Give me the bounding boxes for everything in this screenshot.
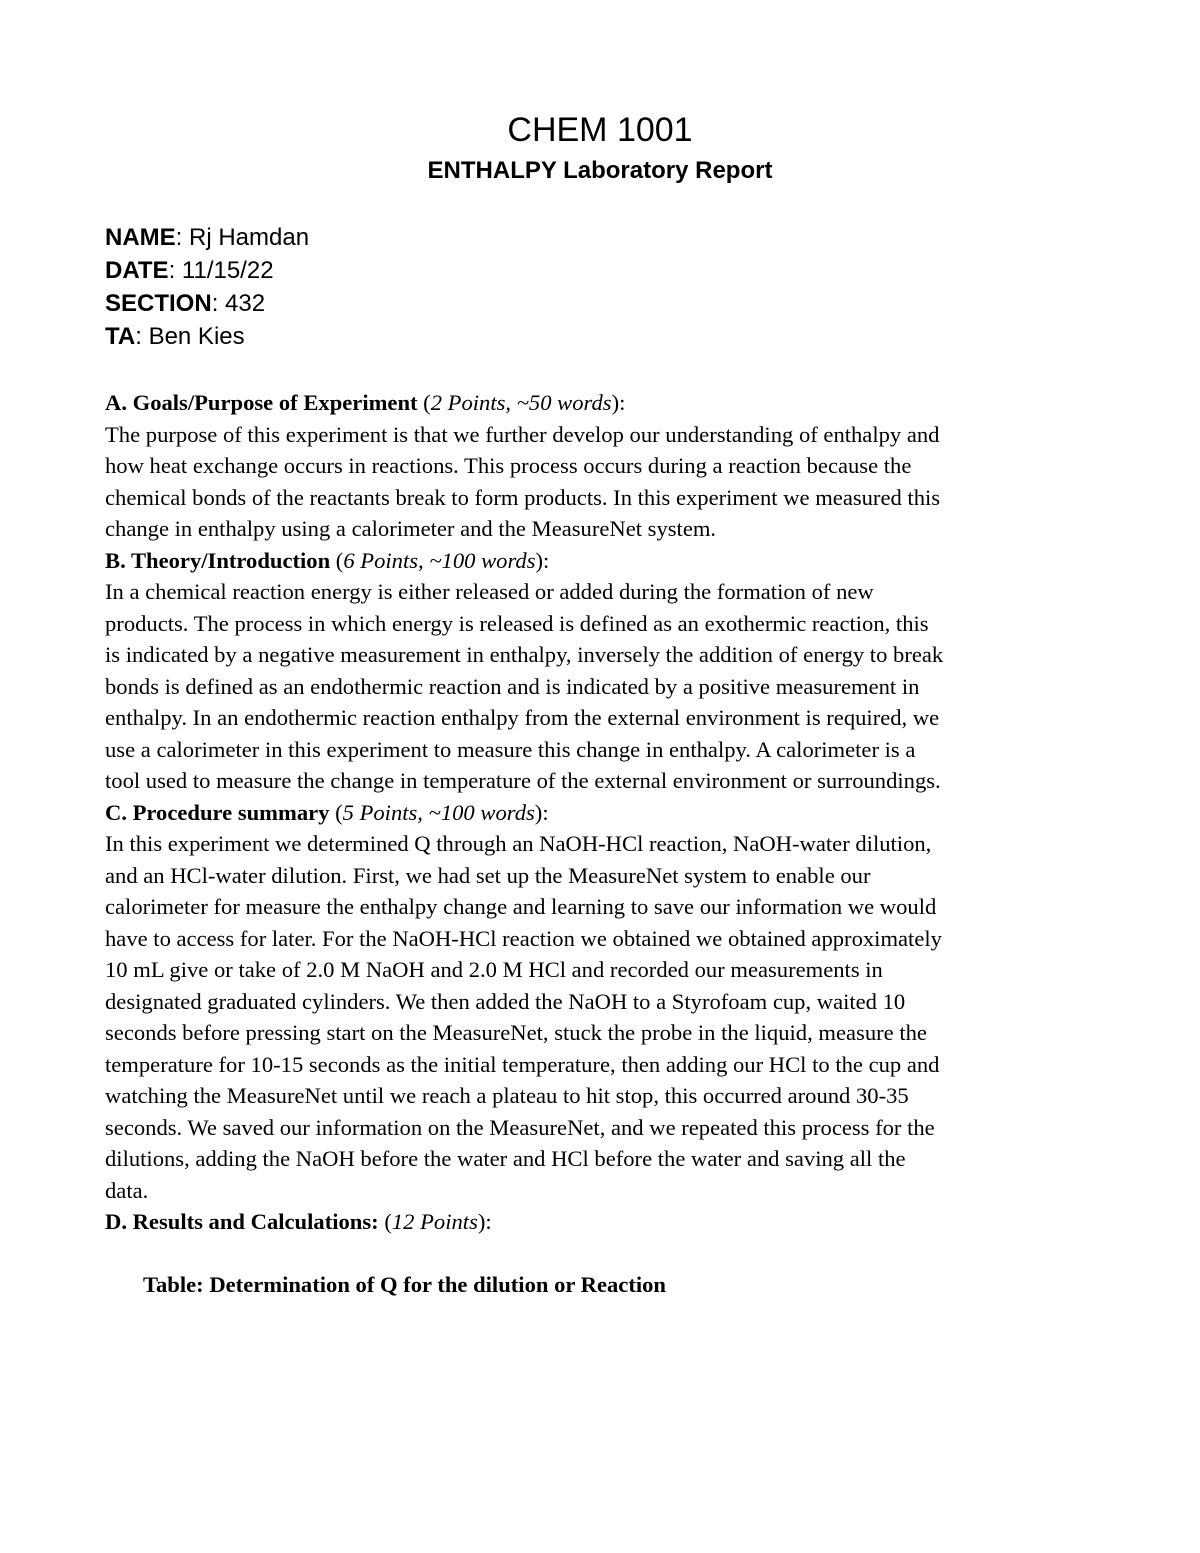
- section-b-line: products. The process in which energy is released is defined as an exothermic reaction, this: [105, 610, 929, 636]
- section-b-line: bonds is defined as an endothermic reaction and is indicated by a positive measurement in: [105, 673, 920, 699]
- section-d-title: D. Results and Calculations:: [105, 1209, 379, 1234]
- section-c-line: watching the MeasureNet until we reach a plateau to hit stop, this occurred around 30-35: [105, 1083, 909, 1108]
- ta-label: TA: [105, 323, 136, 350]
- student-info: [105, 221, 1105, 353]
- section-c-line: temperature for 10-15 seconds as the initial temperature, then adding our HCl to the cup and: [105, 1051, 940, 1077]
- section-c-title: C. Procedure summary: [105, 799, 330, 825]
- section-a-line: change in enthalpy using a calorimeter and the MeasureNet system.: [105, 516, 717, 541]
- section-a-hint: 2 Points, ~50 words: [430, 390, 612, 415]
- section-b-line: tool used to measure the change in temperature of the external environment or surroundings.: [105, 768, 941, 793]
- section-a-line: The purpose of this experiment is that we further develop our understanding of enthalpy and: [105, 421, 940, 447]
- date-label: DATE: [105, 257, 169, 284]
- section-c-line: seconds before pressing start on the MeasureNet, stuck the probe in the liquid, measure the: [105, 1020, 927, 1045]
- section-a-title: A. Goals/Purpose of Experiment: [105, 390, 418, 415]
- section-value: 432: [225, 290, 266, 317]
- section-a-heading: A. Goals/Purpose of Experiment (2 Points, ~50 words):: [105, 390, 626, 415]
- date-value: 11/15/22: [181, 257, 274, 284]
- section-b-title: B. Theory/Introduction: [105, 547, 331, 573]
- ta-row: TA: Ben Kies: [105, 323, 245, 350]
- name-label: NAME: [105, 224, 176, 251]
- section-c-heading: C. Procedure summary (5 Points, ~100 words):: [105, 799, 549, 825]
- section-c-line: calorimeter for measure the enthalpy change and learning to save our information we would: [105, 894, 937, 919]
- section-b-line: In a chemical reaction energy is either released or added during the formation of new: [105, 579, 874, 604]
- name-value: Rj Hamdan: [189, 224, 310, 251]
- section-d-hint: 12 Points: [391, 1209, 478, 1234]
- section-c-line: designated graduated cylinders. We then added the NaOH to a Styrofoam cup, waited 10: [105, 988, 906, 1014]
- section-c-line: and an HCl-water dilution. First, we had set up the MeasureNet system to enable our: [105, 862, 871, 888]
- section-c-line: data.: [105, 1177, 149, 1203]
- date-row: DATE: 11/15/22: [105, 257, 274, 284]
- document-subtitle: ENTHALPY Laboratory Report: [427, 157, 773, 184]
- ta-value: Ben Kies: [148, 323, 245, 350]
- section-c-line: 10 mL give or take of 2.0 M NaOH and 2.0 M HCl and recorded our measurements in: [105, 957, 883, 982]
- section-d-heading: D. Results and Calculations: (12 Points):: [105, 1209, 492, 1234]
- section-b-line: is indicated by a negative measurement in enthalpy, inversely the addition of energy to break: [105, 642, 944, 667]
- section-label: SECTION: [105, 290, 212, 317]
- table-caption: Table: Determination of Q for the dilution or Reaction: [143, 1272, 666, 1297]
- section-c-line: have to access for later. For the NaOH-HCl reaction we obtained we obtained approximately: [105, 925, 942, 951]
- section-b-line: enthalpy. In an endothermic reaction enthalpy from the external environment is required, we: [105, 705, 940, 730]
- section-c-line: dilutions, adding the NaOH before the water and HCl before the water and saving all the: [105, 1146, 906, 1171]
- section-c-hint: 5 Points, ~100 words: [342, 799, 535, 825]
- section-b-heading: B. Theory/Introduction (6 Points, ~100 words):: [105, 547, 550, 573]
- document-title: CHEM 1001: [507, 111, 693, 149]
- section-row: SECTION: 432: [105, 290, 266, 317]
- section-b-hint: 6 Points, ~100 words: [343, 547, 536, 573]
- section-b-line: use a calorimeter in this experiment to measure this change in enthalpy. A calorimeter is a: [105, 736, 916, 762]
- section-c-line: In this experiment we determined Q through an NaOH-HCl reaction, NaOH-water dilution,: [105, 831, 932, 856]
- section-a-line: chemical bonds of the reactants break to form products. In this experiment we measured this: [105, 484, 941, 510]
- report-body: [105, 387, 1135, 1301]
- section-c-line: seconds. We saved our information on the MeasureNet, and we repeated this process for the: [105, 1114, 935, 1140]
- section-a-line: how heat exchange occurs in reactions. This process occurs during a reaction because the: [105, 453, 912, 478]
- name-row: NAME: Rj Hamdan: [105, 224, 310, 251]
